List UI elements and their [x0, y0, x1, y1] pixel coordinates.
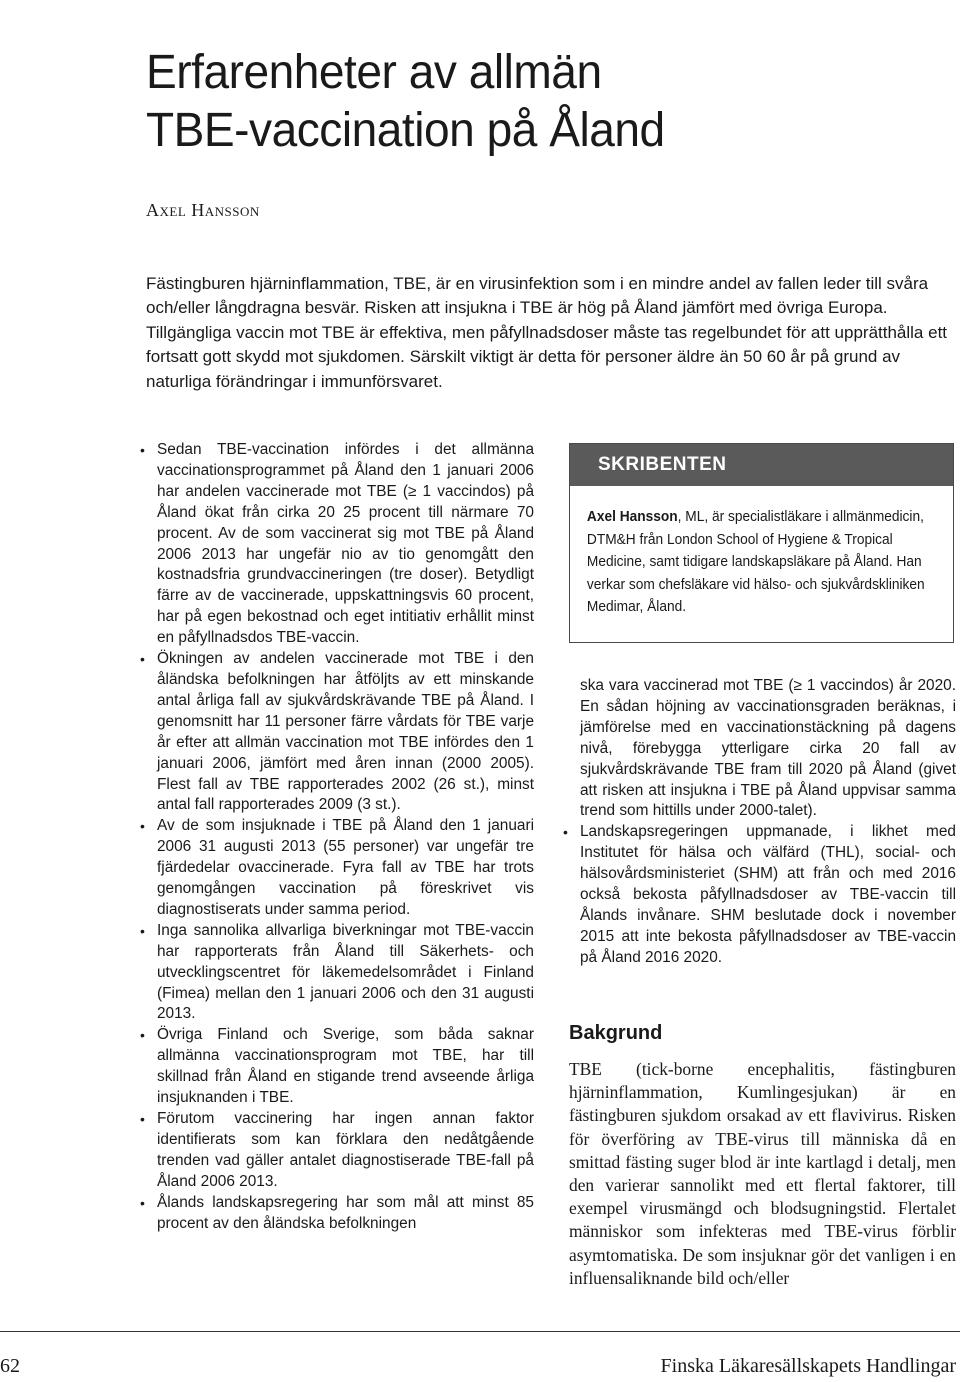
article-title [146, 44, 895, 160]
section-heading-bakgrund: Bakgrund [569, 1022, 663, 1044]
journal-name: Finska Läkaresällskapets Handlingar [660, 1355, 956, 1377]
list-item: • Förutom vaccinering har ingen annan faktor identifierats som kan förklara den nedåtgående trenden vad gäller antalet diagnostiserade TBE-fall på Åland 2006 2013. [138, 1109, 534, 1193]
title-line-1: Erfarenheter av allmän [146, 46, 602, 99]
list-item: • Landskapsregeringen uppmanade, i likhet med Institutet för hälsa och välfärd (THL), social- och hälsovårdsministeriet (SHM) att från och med 2016 också bekosta påfyllnadsdoser av TBE-vaccin till Ålands invånare. SHM beslutade dock i november 2015 att inte bekosta påfyllnadsdoser av TBE-vaccin på Åland 2016 2020. [561, 822, 956, 968]
list-item-continuation: ska vara vaccinerad mot TBE (≥ 1 vaccindos) år 2020. En sådan höjning av vaccinationsgraden beräknas, i jämförelse med en vaccinationstäckning på dagens nivå, förebygga ytterligare cirka 20 fall av sjukvårdskrävande TBE fram till 2020 på Åland (givet att risken att insjukna i TBE på Åland uppvisar samma trend som hittills under 2000-talet). [580, 677, 956, 820]
list-item: • Övriga Finland och Sverige, som båda saknar allmänna vaccinationsprogram mot TBE, har till skillnad från Åland en stigande trend avseende årliga insjuknanden i TBE. [138, 1025, 534, 1109]
author-box-name: Axel Hansson [586, 509, 678, 525]
summary-bullet-list [138, 440, 534, 1234]
author-name: Axel Hansson [146, 200, 260, 220]
author-box-text: , ML, är specialistläkare i allmänmedicin, DTM&H från London School of Hygiene & Tropical Medicine, samt tidigare landskapsläkare på Åland. Han verkar som chefsläkare vid hälso- och sjukvårdskliniken Medimar, Åland. [586, 509, 925, 616]
author-box-heading: SKRIBENTEN [570, 444, 953, 486]
list-item: • Sedan TBE-vaccination infördes i det allmänna vaccinationsprogrammet på Åland den 1 januari 2006 har andelen vaccinerade mot TBE (≥ 1 vaccindos) på Åland ökat från cirka 20 25 procent till närmare 70 procent. Av de som vaccinerat sig mot TBE på Åland 2006 2013 har ungefär nio av tio genomgått den kostnadsfria grundvaccineringen (tre doser). Betydligt färre av de vaccinerade, uppskattningsvis 60 procent, har på egen bekostnad och eget intitiativ erhållit minst en påfyllnadsdos TBE-vaccin. [138, 440, 534, 649]
section-body-bakgrund: TBE (tick-borne encephalitis, fästingburen hjärninflammation, Kumlingesjukan) är en fästingburen sjukdom orsakad av ett flavivirus. Risken för överföring av TBE-virus till människa då en smittad fästing suger blod är inte kartlagd i detalj, men den varierar sannolikt med ett flertal faktorer, till exempel virusmängd och blodsugningstid. Flertalet människor som infekteras med TBE-virus förblir asymtomatiska. De som insjuknar gör det vanligen i en influensaliknande bild och/eller [569, 1059, 956, 1288]
author-info-box [569, 443, 954, 643]
footer-divider [0, 1331, 960, 1332]
list-item: • Av de som insjuknade i TBE på Åland den 1 januari 2006 31 augusti 2013 (55 personer) var ungefär tre fjärdedelar ovaccinerade. Fyra fall av TBE har trots genomgången vaccination på föreskrivet vis diagnostiserats under samma period. [138, 816, 534, 921]
list-item: • Ökningen av andelen vaccinerade mot TBE i den åländska befolkningen har åtföljts av ett minskande antal årliga fall av sjukvårdskrävande TBE på Åland. I genomsnitt har 11 personer färre vårdats för TBE varje år efter att allmän vaccination mot TBE infördes den 1 januari 2006, jämfört med åren innan (2000 2005). Flest fall av TBE rapporterades 2002 (26 st.), minst antal fall rapporterades 2009 (3 st.). [138, 649, 534, 816]
list-item: • Inga sannolika allvarliga biverkningar mot TBE-vaccin har rapporterats från Åland till Säkerhets- och utvecklingscentret för läkemedelsområdet i Finland (Fimea) mellan den 1 januari 2006 och den 31 augusti 2013. [138, 921, 534, 1026]
list-item: • Ålands landskapsregering har som mål att minst 85 procent av den åländska befolkningen [138, 1193, 534, 1235]
summary-bullet-list-continued [561, 676, 956, 969]
page-number: 62 [0, 1355, 20, 1377]
title-line-2: TBE-vaccination på Åland [146, 104, 665, 157]
author-box-body [570, 486, 950, 619]
lead-paragraph: Fästingburen hjärninflammation, TBE, är en virusinfektion som i en mindre andel av fallen leder till svåra och/eller långdragna besvär. Risken att insjukna i TBE är hög på Åland jämfört med övriga Europa. Tillgängliga vaccin mot TBE är effektiva, men påfyllnadsdoser måste tas regelbundet för att upprätthålla ett fortsatt gott skydd mot sjukdomen. Särskilt viktigt är detta för personer äldre än 50 60 år på grund av naturliga förändringar i immunförsvaret. [146, 274, 948, 391]
